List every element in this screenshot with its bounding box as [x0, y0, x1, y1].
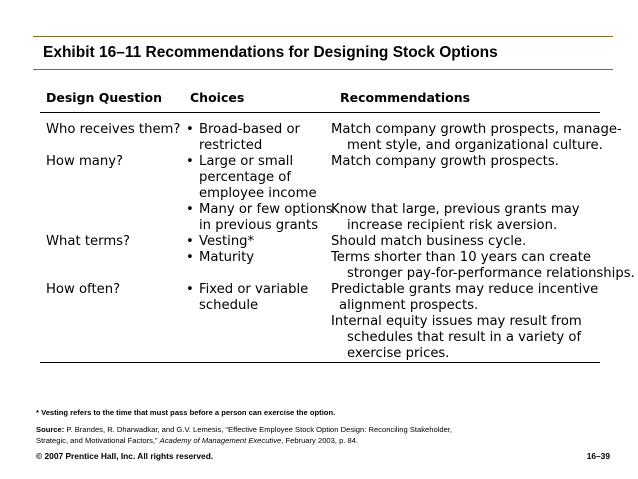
header-recommendations: Recommendations: [340, 90, 471, 105]
bullet-icon: •: [186, 250, 194, 265]
recommendations-table: [40, 86, 635, 370]
bullet-icon: •: [186, 282, 194, 297]
source-label: Source:: [36, 425, 65, 434]
bullet-icon: •: [186, 234, 194, 249]
vesting-footnote: * Vesting refers to the time that must pass before a person can exercise the option.: [36, 408, 336, 417]
rec-terms-shorter: Terms shorter than 10 years can create stronger pay-for-performance relationships.: [331, 250, 635, 281]
source-citation: [36, 424, 456, 446]
title-bar: [33, 36, 613, 70]
rec-business-cycle: Should match business cycle.: [331, 234, 527, 249]
rec-match-growth: Match company growth prospects.: [331, 154, 559, 169]
rec-risk-aversion: Know that large, previous grants may increase recipient risk aversion.: [331, 202, 580, 233]
source-text: P. Brandes, R. Dharwadkar, and G.V. Lemesis, “Effective Employee Stock Option Design: Reconciling Stakeholder, Strategic, and Motivational Factors,”: [36, 425, 453, 445]
choice-maturity: • Maturity: [186, 250, 255, 265]
question-who: Who receives them?: [46, 122, 181, 137]
page-number: 16–39: [586, 451, 610, 461]
choice-fixed-variable: • Fixed or variable schedule: [186, 282, 309, 313]
choice-large-small: • Large or small percentage of employee income: [186, 154, 317, 201]
header-choices: Choices: [190, 90, 245, 105]
bullet-icon: •: [186, 154, 194, 169]
question-what-terms: What terms?: [46, 234, 131, 249]
question-how-often: How often?: [46, 282, 121, 297]
choice-many-few: • Many or few options in previous grants: [186, 202, 333, 233]
bullet-icon: •: [186, 202, 194, 217]
rec-internal-equity: Internal equity issues may result from schedules that result in a variety of exercise prices.: [331, 314, 582, 361]
copyright: © 2007 Prentice Hall, Inc. All rights reserved.: [36, 451, 214, 461]
header-design-question: Design Question: [46, 90, 162, 105]
header-rule: [40, 112, 600, 113]
rec-match-culture: Match company growth prospects, manage- ment style, and organizational culture.: [331, 122, 622, 153]
source-journal: Academy of Management Executive: [159, 436, 282, 445]
source-date: , February 2003, p. 84.: [281, 436, 359, 445]
table-bottom-rule: [40, 362, 600, 363]
bullet-icon: •: [186, 122, 194, 137]
exhibit-title: Exhibit 16–11 Recommendations for Designing Stock Options: [43, 44, 498, 61]
question-how-many: How many?: [46, 154, 124, 169]
rec-predictable-grants: Predictable grants may reduce incentive alignment prospects.: [331, 282, 599, 313]
choice-vesting: • Vesting*: [186, 234, 255, 249]
choice-broad-based: • Broad-based or restricted: [186, 122, 300, 153]
